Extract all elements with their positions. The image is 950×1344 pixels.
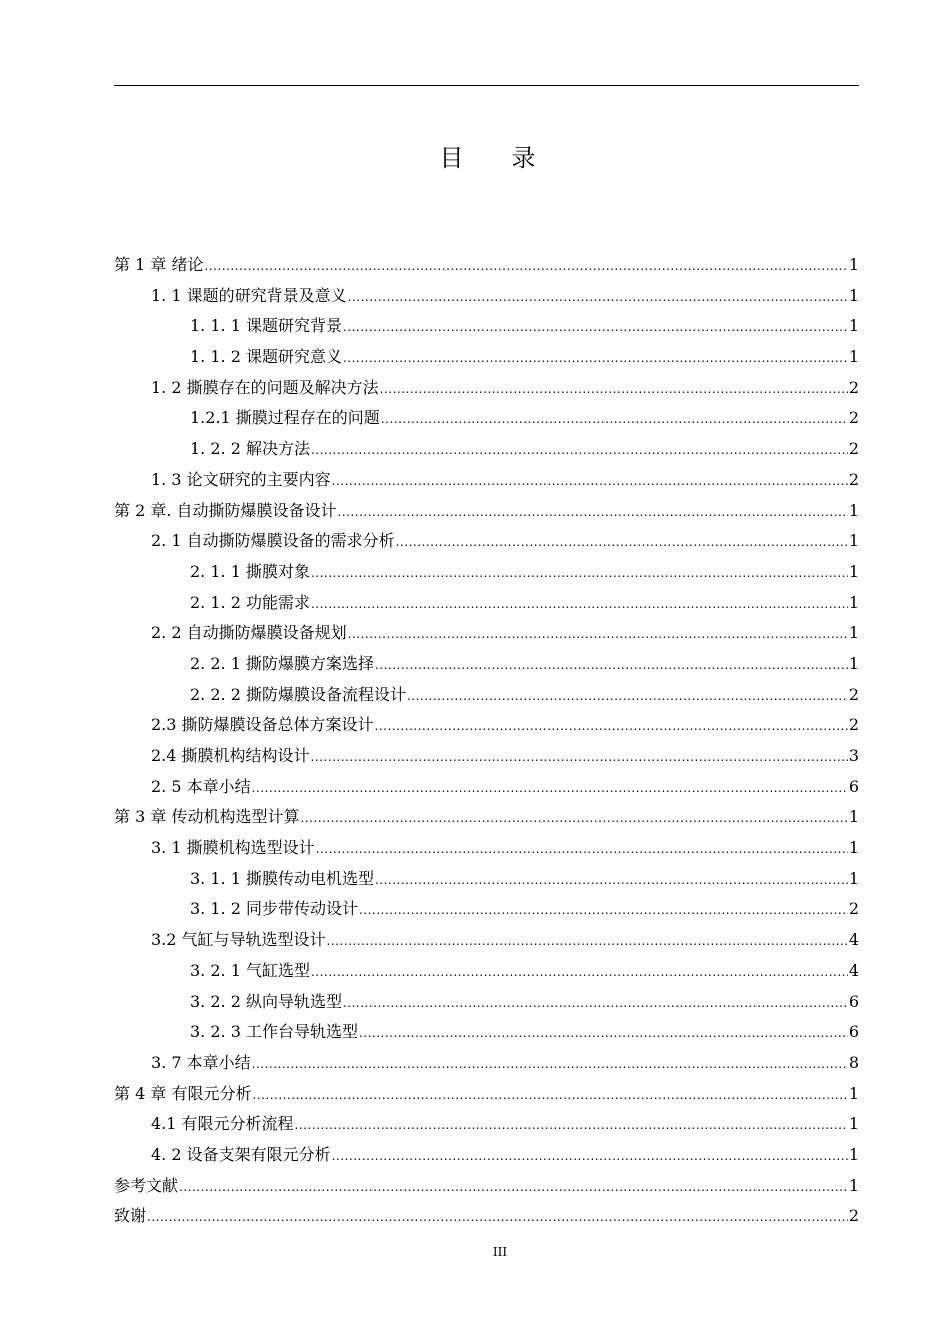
- toc-entry[interactable]: [114, 618, 859, 649]
- toc-dot-leader: [311, 957, 848, 988]
- toc-entry-page: 2: [848, 377, 859, 397]
- toc-entry[interactable]: [114, 1171, 859, 1202]
- toc-dot-leader: [338, 497, 848, 528]
- toc-entry-page: 2: [848, 715, 859, 735]
- toc-dot-leader: [252, 1080, 847, 1111]
- toc-entry-page: 1: [848, 653, 859, 673]
- toc-entry-page: 1: [848, 838, 859, 858]
- toc-dot-leader: [375, 865, 848, 896]
- toc-entry[interactable]: [114, 588, 859, 619]
- toc-entry-label: 3. 1. 1 撕膜传动电机选型: [190, 868, 374, 888]
- toc-dot-leader: [252, 773, 848, 804]
- toc-entry-label: 3. 1. 2 同步带传动设计: [190, 899, 358, 919]
- toc-entry-label: 4.1 有限元分析流程: [151, 1114, 294, 1134]
- toc-entry[interactable]: [114, 1140, 859, 1171]
- toc-entry-label: 1. 2 撕膜存在的问题及解决方法: [151, 377, 379, 397]
- toc-dot-leader: [327, 926, 848, 957]
- toc-entry-page: 2: [848, 439, 859, 459]
- toc-entry-label: 2. 2 自动撕防爆膜设备规划: [151, 623, 347, 643]
- toc-entry-page: 2: [848, 1206, 859, 1226]
- toc-entry[interactable]: [114, 557, 859, 588]
- toc-entry[interactable]: [114, 311, 859, 342]
- toc-entry-page: 3: [848, 746, 859, 765]
- toc-entry[interactable]: [114, 434, 859, 465]
- toc-entry-label: 3. 7 本章小结: [151, 1052, 251, 1072]
- toc-entry[interactable]: [114, 710, 859, 741]
- toc-entry-page: 2: [848, 469, 859, 489]
- toc-dot-leader: [204, 251, 847, 282]
- toc-entry-label: 1. 1. 1 课题研究背景: [190, 316, 342, 336]
- toc-entry[interactable]: [114, 987, 859, 1018]
- toc-dot-leader: [343, 312, 848, 343]
- toc-entry-label: 2. 1. 1 撕膜对象: [190, 561, 310, 581]
- toc-dot-leader: [359, 895, 848, 926]
- toc-dot-leader: [348, 619, 848, 650]
- toc-entry-page: 1: [848, 807, 859, 827]
- toc-entry[interactable]: [114, 833, 859, 864]
- toc-entry[interactable]: [114, 864, 859, 895]
- toc-entry[interactable]: [114, 526, 859, 557]
- toc-entry[interactable]: [114, 373, 859, 404]
- toc-entry-page: 1: [848, 1114, 859, 1134]
- toc-entry[interactable]: [114, 925, 859, 956]
- toc-entry-page: 4: [848, 930, 859, 950]
- toc-entry-label: 第 2 章. 自动撕防爆膜设备设计: [114, 500, 337, 520]
- toc-entry-label: 3. 1 撕膜机构选型设计: [151, 838, 315, 858]
- toc-entry[interactable]: [114, 1109, 859, 1140]
- toc-entry-page: 1: [848, 500, 859, 520]
- page-number: III: [492, 1245, 508, 1259]
- toc-entry[interactable]: [114, 250, 859, 281]
- table-of-contents: [114, 250, 859, 1232]
- toc-entry-page: 1: [848, 592, 859, 612]
- toc-dot-leader: [343, 343, 848, 374]
- toc-entry[interactable]: [114, 403, 859, 434]
- toc-entry[interactable]: [114, 1079, 859, 1110]
- toc-entry-label: 第 1 章 绪论: [114, 255, 204, 274]
- toc-entry[interactable]: [114, 649, 859, 680]
- toc-entry-page: 4: [848, 960, 859, 980]
- toc-dot-leader: [311, 558, 848, 589]
- toc-entry[interactable]: [114, 465, 859, 496]
- toc-entry-label: 1. 2. 2 解决方法: [190, 439, 310, 459]
- toc-entry-page: 2: [848, 408, 859, 428]
- toc-entry-page: 1: [848, 623, 859, 643]
- toc-entry[interactable]: [114, 1048, 859, 1079]
- toc-title: 目 录: [439, 144, 536, 172]
- toc-entry-label: 参考文献: [114, 1175, 179, 1195]
- toc-dot-leader: [407, 681, 848, 712]
- toc-entry[interactable]: [114, 741, 859, 772]
- toc-entry[interactable]: [114, 1017, 859, 1048]
- toc-dot-leader: [332, 1141, 848, 1172]
- toc-entry-page: 1: [848, 347, 859, 367]
- toc-entry-page: 2: [848, 899, 859, 919]
- toc-entry-label: 4. 2 设备支架有限元分析: [151, 1144, 331, 1164]
- toc-entry[interactable]: [114, 1201, 859, 1232]
- toc-entry-page: 6: [848, 1022, 859, 1042]
- toc-dot-leader: [300, 803, 847, 834]
- toc-entry-label: 致谢: [114, 1206, 147, 1226]
- toc-entry-page: 1: [848, 1083, 859, 1103]
- toc-entry[interactable]: [114, 342, 859, 373]
- toc-dot-leader: [381, 404, 848, 435]
- toc-entry-label: 1.2.1 撕膜过程存在的问题: [190, 408, 380, 428]
- toc-entry-page: 1: [848, 285, 859, 305]
- toc-dot-leader: [396, 527, 848, 558]
- toc-entry-label: 第 4 章 有限元分析: [114, 1083, 252, 1103]
- toc-dot-leader: [359, 1018, 848, 1049]
- toc-dot-leader: [179, 1172, 848, 1203]
- toc-entry-label: 1. 3 论文研究的主要内容: [151, 469, 331, 489]
- toc-entry-label: 2. 2. 1 撕防爆膜方案选择: [190, 653, 374, 673]
- toc-entry[interactable]: [114, 281, 859, 312]
- toc-dot-leader: [343, 988, 848, 1019]
- toc-entry[interactable]: [114, 772, 859, 803]
- toc-dot-leader: [375, 711, 848, 742]
- toc-entry-page: 8: [848, 1052, 859, 1072]
- toc-dot-leader: [332, 466, 848, 497]
- toc-entry-label: 2. 5 本章小结: [151, 776, 251, 796]
- toc-entry-page: 1: [848, 868, 859, 888]
- toc-dot-leader: [348, 282, 848, 313]
- toc-entry[interactable]: [114, 496, 859, 527]
- toc-dot-leader: [375, 650, 848, 681]
- toc-entry-label: 2. 2. 2 撕防爆膜设备流程设计: [190, 684, 406, 704]
- toc-entry-label: 3.2 气缸与导轨选型设计: [151, 930, 326, 950]
- toc-dot-leader: [147, 1202, 848, 1233]
- toc-entry[interactable]: [114, 956, 859, 987]
- toc-entry-label: 1. 1. 2 课题研究意义: [190, 347, 342, 367]
- toc-entry-label: 1. 1 课题的研究背景及意义: [151, 285, 347, 305]
- toc-entry[interactable]: [114, 802, 859, 833]
- toc-dot-leader: [380, 374, 848, 405]
- toc-entry[interactable]: [114, 680, 859, 711]
- toc-entry-label: 3. 2. 3 工作台导轨选型: [190, 1022, 358, 1042]
- toc-entry-label: 3. 2. 2 纵向导轨选型: [190, 991, 342, 1011]
- toc-dot-leader: [295, 1110, 848, 1141]
- toc-dot-leader: [311, 742, 848, 773]
- toc-entry-page: 6: [848, 776, 859, 796]
- toc-dot-leader: [311, 435, 848, 466]
- toc-entry-page: 1: [848, 255, 859, 274]
- toc-entry-page: 1: [848, 531, 859, 551]
- toc-entry[interactable]: [114, 894, 859, 925]
- toc-entry-label: 3. 2. 1 气缸选型: [190, 960, 310, 980]
- toc-entry-page: 1: [848, 316, 859, 336]
- toc-dot-leader: [252, 1049, 848, 1080]
- toc-entry-page: 6: [848, 991, 859, 1011]
- toc-entry-label: 2. 1 自动撕防爆膜设备的需求分析: [151, 531, 395, 551]
- toc-dot-leader: [311, 589, 848, 620]
- toc-entry-page: 1: [848, 1144, 859, 1164]
- toc-dot-leader: [316, 834, 848, 865]
- toc-entry-label: 第 3 章 传动机构选型计算: [114, 807, 300, 827]
- toc-entry-label: 2. 1. 2 功能需求: [190, 592, 310, 612]
- toc-entry-page: 1: [848, 561, 859, 581]
- toc-entry-label: 2.4 撕膜机构结构设计: [151, 746, 310, 765]
- toc-entry-page: 1: [848, 1175, 859, 1195]
- toc-entry-page: 2: [848, 684, 859, 704]
- toc-entry-label: 2.3 撕防爆膜设备总体方案设计: [151, 715, 374, 735]
- header-rule: [114, 85, 859, 86]
